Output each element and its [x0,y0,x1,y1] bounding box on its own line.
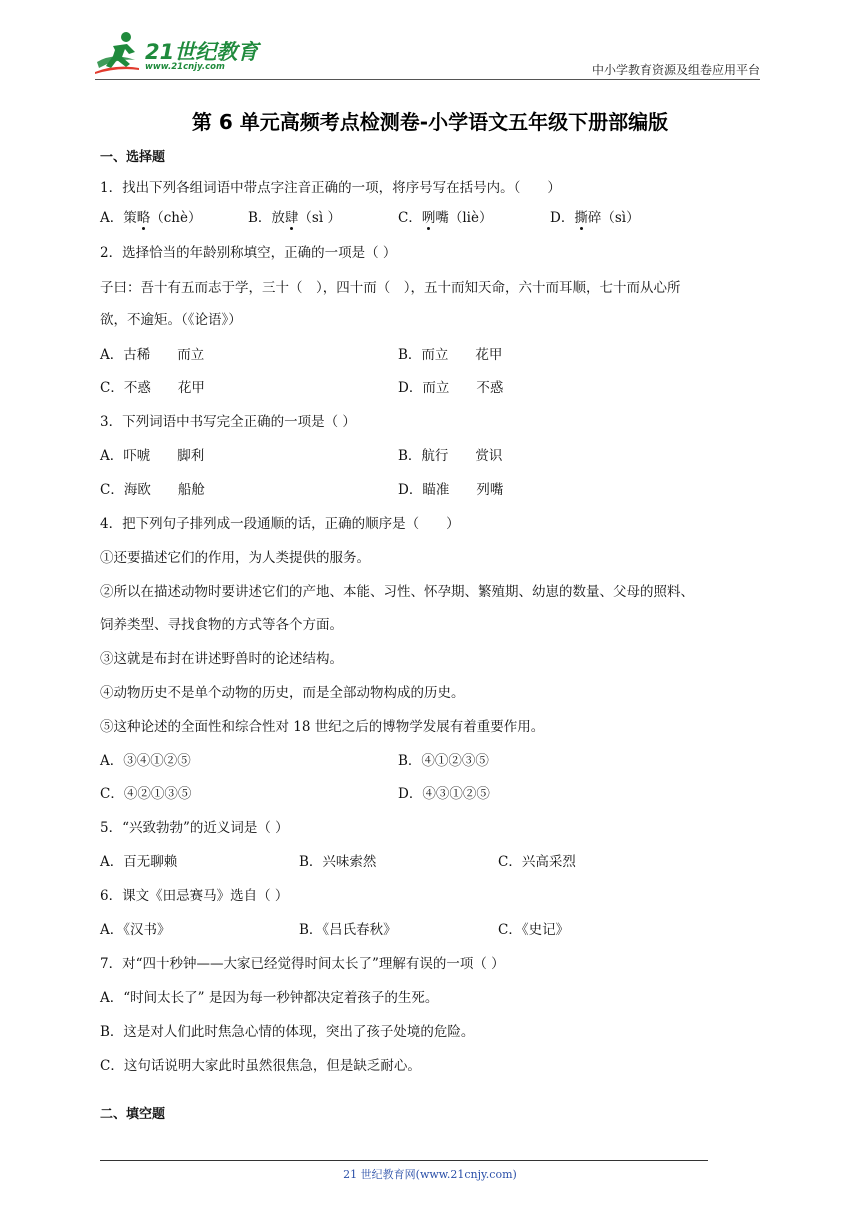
q3-option-d: D．瞄准 列嘴 [398,482,504,498]
dotted-char: 咧 [421,210,436,226]
q4-sentence-3: ③这就是布封在讲述野兽时的论述结构。 [100,651,343,667]
q1-stem: 1．找出下列各组词语中带点字注音正确的一项，将序号写在括号内。（ ） [100,180,561,196]
q3-stem: 3．下列词语中书写完全正确的一项是（ ） [100,414,356,430]
q1-option-b: B．放肆（sì ） [248,210,341,226]
q1-option-c: C．咧嘴（liè） [398,210,493,226]
q3-option-c: C．海欧 船舱 [100,482,205,498]
q5-stem: 5．“兴致勃勃”的近义词是（ ） [100,820,289,836]
q4-option-d: D．④③①②⑤ [398,786,490,802]
q7-option-c: C．这句话说明大家此时虽然很焦急，但是缺乏耐心。 [100,1058,421,1074]
footer-divider [100,1160,708,1161]
q6-option-b: B．《吕氏春秋》 [299,922,397,938]
q2-option-b: B．而立 花甲 [398,347,503,363]
q7-stem: 7．对“四十秒钟——大家已经觉得时间太长了”理解有误的一项（ ） [100,956,505,972]
q4-option-c: C．④②①③⑤ [100,786,192,802]
q5-option-c: C．兴高采烈 [498,854,576,870]
logo-text: 21世纪教育 [145,40,259,64]
logo-url: www.21cnjy.com [145,62,225,72]
q2-stem: 2．选择恰当的年龄别称填空，正确的一项是（ ） [100,245,397,261]
dotted-char: 肆 [284,210,299,226]
q2-passage-line1: 子曰：吾十有五而志于学，三十（ ），四十而（ ），五十而知天命，六十而耳顺，七十而从心所 [100,280,681,296]
q7-option-a: A．“时间太长了” 是因为每一秒钟都决定着孩子的生死。 [100,990,439,1006]
page-title: 第 6 单元高频考点检测卷-小学语文五年级下册部编版 [191,110,669,134]
q4-sentence-5: ⑤这种论述的全面性和综合性对 18 世纪之后的博物学发展有着重要作用。 [100,719,545,735]
site-logo [95,30,265,76]
runner-logo-icon [95,30,145,76]
q7-option-b: B．这是对人们此时焦急心情的体现，突出了孩子处境的危险。 [100,1024,475,1040]
q1-option-d: D．撕碎（sì） [550,210,640,226]
q4-option-a: A．③④①②⑤ [100,753,191,769]
q4-sentence-1: ①还要描述它们的作用，为人类提供的服务。 [100,550,370,566]
page-footer: 21 世纪教育网(www.21cnjy.com) [343,1168,517,1181]
q2-option-c: C．不惑 花甲 [100,380,205,396]
section-heading-fill: 二、填空题 [100,1107,166,1122]
section-heading-choice: 一、选择题 [100,150,166,165]
platform-name: 中小学教育资源及组卷应用平台 [591,63,760,77]
q3-option-b: B．航行 赏识 [398,448,503,464]
q1-option-a: A．策略（chè） [100,210,202,226]
q4-sentence-2b: 饲养类型、寻找食物的方式等各个方面。 [100,617,343,633]
q2-option-a: A．古稀 而立 [100,347,205,363]
q2-passage-line2: 欲，不逾矩。（《论语》） [100,312,242,328]
q2-option-d: D．而立 不惑 [398,380,504,396]
q4-option-b: B．④①②③⑤ [398,753,489,769]
q6-option-c: C．《史记》 [498,922,570,938]
q4-sentence-2a: ②所以在描述动物时要讲述它们的产地、本能、习性、怀孕期、繁殖期、幼崽的数量、父母的照料、 [100,584,694,600]
q5-option-b: B．兴味索然 [299,854,377,870]
q5-option-a: A．百无聊赖 [100,854,178,870]
q3-option-a: A．吓唬 脚利 [100,448,205,464]
q4-sentence-4: ④动物历史不是单个动物的历史，而是全部动物构成的历史。 [100,685,465,701]
page-header [95,30,760,80]
q6-option-a: A．《汉书》 [100,922,171,938]
header-divider [95,79,760,80]
q4-stem: 4．把下列句子排列成一段通顺的话，正确的顺序是（ ） [100,516,460,532]
q6-stem: 6．课文《田忌赛马》选自（ ） [100,888,289,904]
dotted-char: 撕 [574,210,588,226]
dotted-char: 略 [136,210,151,226]
